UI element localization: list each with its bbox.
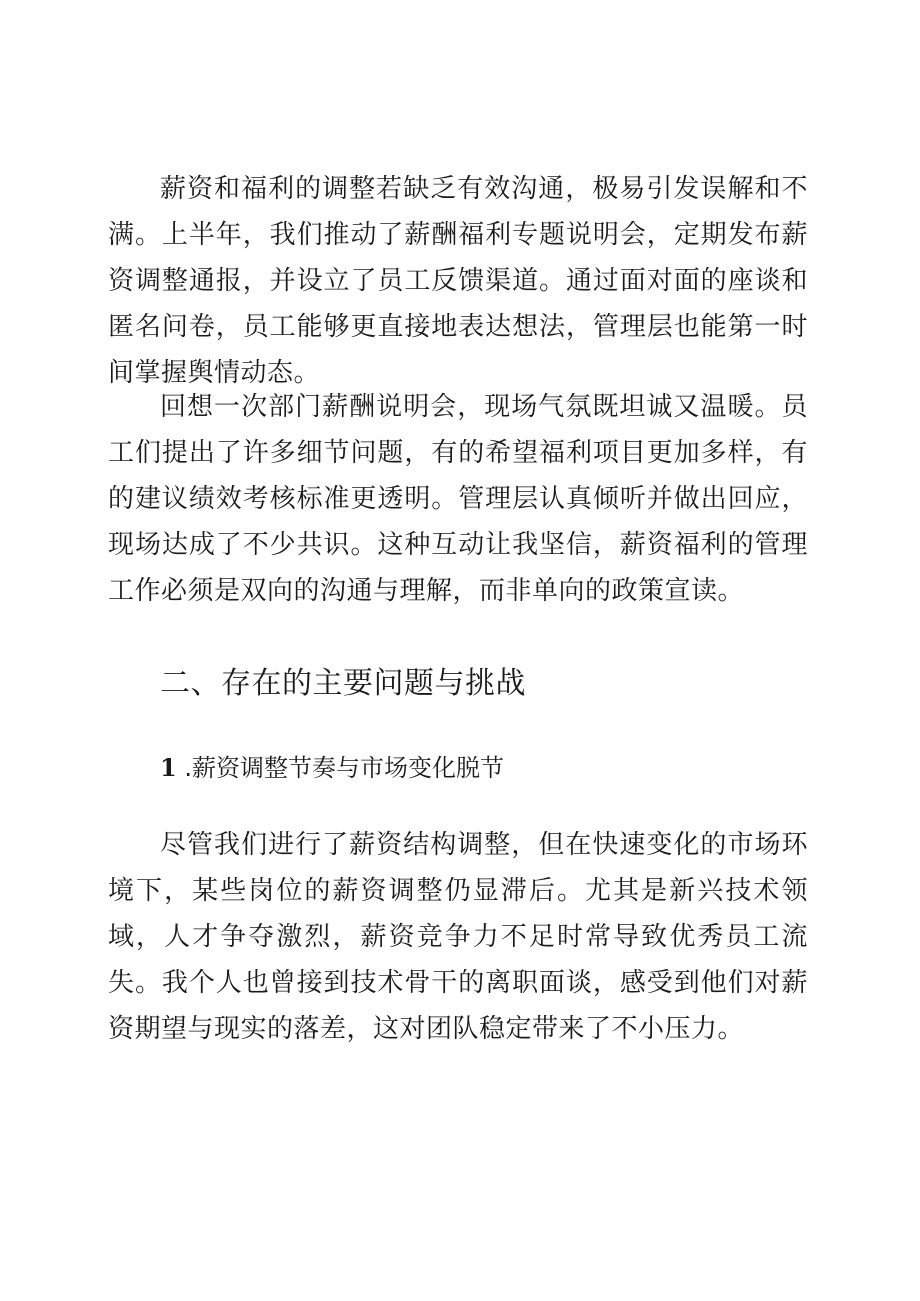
paragraph-meeting-recollection: 回想一次部门薪酬说明会，现场气氛既坦诚又温暖。员工们提出了许多细节问题，有的希望福利项目更加多样，有的建议绩效考核标准更透明。管理层认真倾听并做出回应，现场达成了不少共识。这种互动让我坚信，薪资福利的管理工作必须是双向的沟通与理解，而非单向的政策宣读。 xyxy=(108,392,808,606)
subsection-number: 1 xyxy=(160,753,177,782)
subsection-title: .薪资调整节奏与市场变化脱节 xyxy=(184,754,504,782)
section-heading: 二、存在的主要问题与挑战 xyxy=(160,666,526,701)
paragraph-salary-lag: 尽管我们进行了薪资结构调整，但在快速变化的市场环境下，某些岗位的薪资调整仍显滞后。尤其是新兴技术领域，人才争夺激烈，薪资竞争力不足时常导致优秀员工流失。我个人也曾接到技术骨干的离职面谈，感受到他们对薪资期望与现实的落差，这对团队稳定带来了不小压力。 xyxy=(108,830,808,1044)
paragraph-communication: 薪资和福利的调整若缺乏有效沟通，极易引发误解和不满。上半年，我们推动了薪酬福利专题说明会，定期发布薪资调整通报，并设立了员工反馈渠道。通过面对面的座谈和匿名问卷，员工能够更直接地表达想法，管理层也能第一时间掌握舆情动态。 xyxy=(108,174,808,388)
subsection-heading xyxy=(160,748,504,788)
